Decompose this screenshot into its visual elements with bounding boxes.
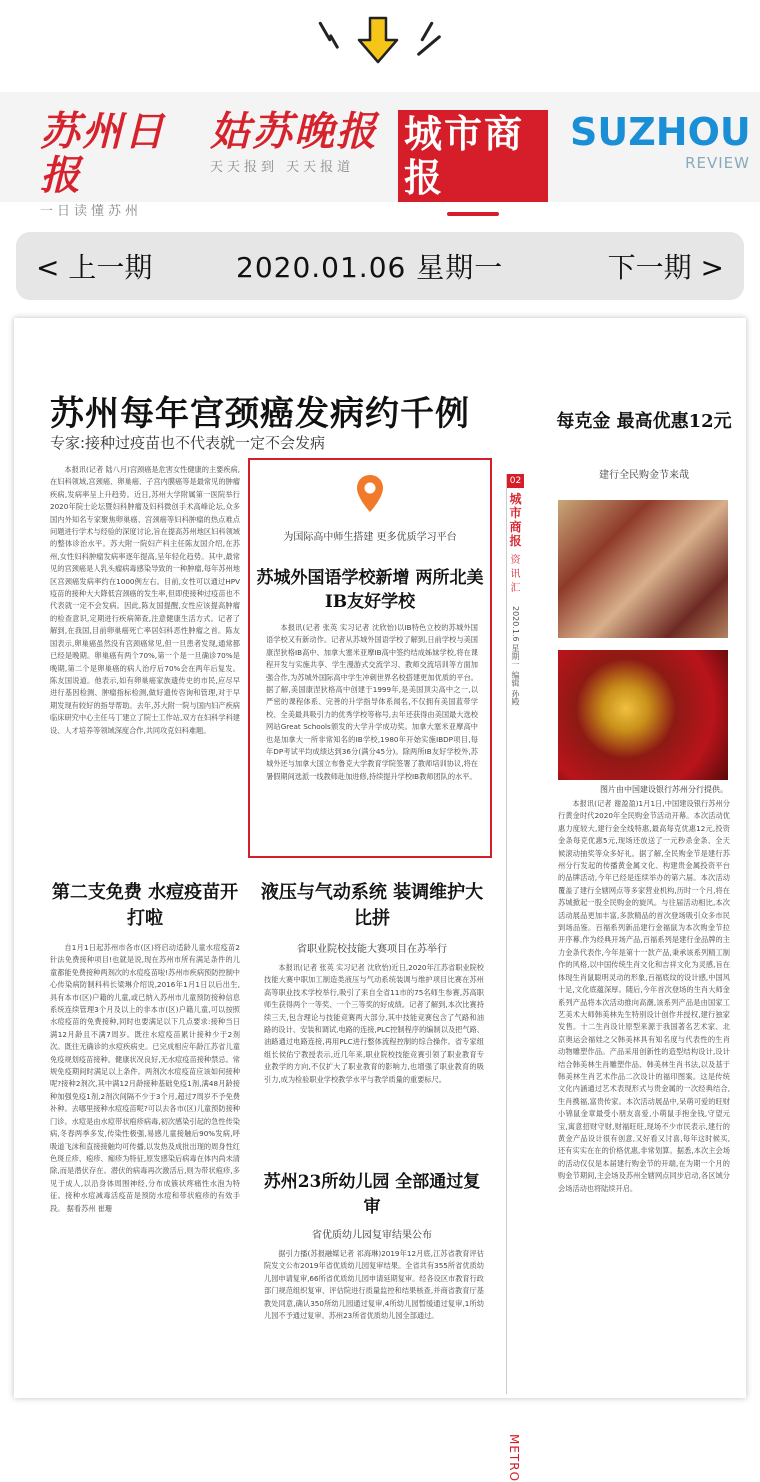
strip-date: 2020.1.6 星期一 编辑 孙殿 — [511, 606, 520, 706]
article-text: 本报讯(记者 谢盈盈)1月1日,中国建设银行苏州分行黄金时代2020年全民购金节活动开幕。本次活动优惠力度较大,建行金全线特惠,最高每克优惠12元,投资金条每克优惠5元,现场还放送了一元秒杀金条、全天候滚动抽奖等众多好礼。据了解,全民购金节是建行苏州分行发起的传播黄金属文化、构建贵金属投资平台的品牌活动,今年已经是连续举办的第六届。本次活动覆盖了建行全辖网点等多家营业机构,历时一个月,将在苏城掀起一股全民购金的旋风。与往届活动相比,本次活动展品更加丰富,多款精品的首次登场吸引众多市民到场品鉴。百福系列新品建行金福鼠为本次购金节拉开序幕,作为经典开场产品,百福系列是建行金品牌的主力金条代表作,今年是第十一款产品,秉承该系列精工制作的风格,以中国传统生肖文化和吉祥文化为灵感,旨在体现生肖鼠聪明灵动的形象,百福底纹的设计感,中国风十足,文化底蕴深厚。随后,今年首次登场的生肖大师金系列产品将本次活动推向高潮,该系列产品是由国家工艺美术大师韩美林先生特别设计创作并授权,建行独家发售。十二生肖设计原型来源于我国著名艺术家、北京奥运会福娃之父韩美林具有知名度与代表性的生肖动物雕塑作品。产品采用创新性的造型结构设计,设计结合韩美林生肖雕塑作品、韩美林生肖书法,以及基于韩美林生肖艺术作品二次设计的福印图案。这是传统文化内涵通过艺术表现形式与贵金属的一次经典结合,生肖携福,富贵传家。本次活动展品中,呆萌可爱的旺财小锦鼠金章最受小朋友喜爱,小萌鼠手抱金钱,守望元宝,寓意招财守财,财福旺旺,现场不少市民表示,建行的黄金产品设计很有创意,又好看又讨喜,每年这时候买,还有实实在在的价格优惠,非常划算。据悉,本次主会场的活动仅仅是本届建行购金节的开端,在为期一个月的购金节期间,主会场及苏州全辖网点同步启动,各区域分会场活动也将陆续开启。 — [558, 799, 730, 1193]
paper-tagline: 天天报到 天天报道 — [210, 160, 355, 175]
article-text: 自1月1日起苏州市各市(区)将启动适龄儿童水痘疫苗2针法免费接种项目!也就是说,现在苏州市所有满足条件的儿童都能免费接种两剂次的水痘疫苗啦!苏州市疾病预防控制中心传染病防制科科长梁琳介绍说,2016年1月1日以后出生,具有本市(区)户籍的儿童,或已纳入苏州市儿童预防接种信息系统连续管理3个月及以上的非本市(区)户籍儿童,可以按照水痘疫苗的免费接种,同时也要满足以下几点要求:接种当日满12月龄且不满7周岁。既往水痘疫苗累计接种少于2剂次。既往无确诊的水痘疾病史。已完成相应年龄江苏省儿童免疫规划疫苗接种。健康状况良好,无水痘疫苗接种禁忌。常规免疫期间时满足以上条件。两剂次水痘疫苗应该如何接种呢?接种2剂次,其中满12月龄接种基础免疫1剂,满48月龄接种加强免疫1剂,2剂次间隔不少于3个月,超过7周岁不予免费补种。去哪里接种水痘疫苗呢?可以去各市(区)儿童预防接种门诊。水痘是由水痘带状疱疹病毒,初次感染引起的急性传染病,冬春两季多发,传染性极强,易感儿童接触后90%发病,呼吸道飞沫和直接接触均可传播,以发热及成批出现的周身性红色斑丘疹、疱疹、痂疹为特征,原发感染后病毒在体内尚未清除,而是潜伏存在。潜伏的病毒再次激活后,则为带状疱疹,多见于成人,以沿身体周围神经,分布成簇状疼痛性水泡为特征。接种水痘减毒活疫苗是预防水痘和带状疱疹的有效手段。 据看苏州 崔珊 — [50, 943, 240, 1213]
paper-selector — [0, 92, 760, 219]
article-text: 据引力播(苏报融媒记者 祁海琳)2019年12月底,江苏省教育评估院发文公布2019年省优质幼儿园复审结果。全省共有355所省优质幼儿园申请复审,66所省优质幼儿园申请延期复审。经各设区市教育行政部门规范组织复审、评估院进行质量监控和结果核查,并商省教育厅基教处同意,确认350所幼儿园通过复审,4所幼儿园暂缓通过复审,1所幼儿园不予通过复审。苏州23所省优质幼儿园全部通过。 — [264, 1249, 484, 1321]
article-text: 本报讯(记者 张英 实习记者 沈欣怡)近日,2020年江苏省职业院校技能大赛中职加工制造类液压与气动系统装调与维护项目比赛在苏州高等职业技术学校举行,吸引了来自全省11市的75名师生参赛,苏高职师生获得两个一等奖、一个三等奖的好成绩。记者了解到,本次比赛持续三天,包含理论与技能竞赛两大部分,其中技能竞赛包含了气路和油路的设计、安装和调试,电路的连接,PLC控制程序的编制以及把气路、油路通过电路连接,再用PLC进行整体流程控制的综合操作。省专家组组长侯佑宁教授表示,近几年来,职业院校技能竞赛引领了职业教育专业教学的方向,不仅扩大了职业教育的影响力,也增强了职业教育的吸引力,成为检验职业学校教学水平与教学质量的重要标尺。 — [264, 963, 484, 1084]
location-pin-icon — [355, 474, 385, 514]
active-tab-indicator — [447, 212, 499, 216]
paper-logo: SUZHOU — [570, 110, 751, 154]
paper-tagline: 一日读懂苏州 — [40, 204, 143, 219]
article-body — [558, 798, 730, 1394]
article-title: 第二支免费 水痘疫苗开打啦 — [51, 882, 239, 929]
paper-logo: 苏州日报 — [40, 108, 166, 199]
page-subhead: 专家:接种过疫苗也不代表就一定不会发病 — [50, 434, 326, 452]
article-text: 本报讯(记者 张英 实习记者 沈欣怡)以IB特色立校的苏城外国语学校又有新动作。记者从苏城外国语学校了解到,日前学校与美国康涅狄格IB高中、加拿大塞米亚摩IB高中签约结成姊妹学校,将在课程开发与实施共享、学生漫游式交流学习、教师交流培训等方面加强合作,为苏城外国际高中学生冲刺世界名校搭建更加优质的平台。据了解,美国康涅狄格高中创建于1999年,是美国顶尖高中之一,以严密的课程体系、完善的升学指导体系闻名,不仅拥有美国蓝带学校、全美最具吸引力的优秀学校等称号,去年还获得由美国最大选校网站Great Schools颁发的大学升学成功奖。加拿大塞米亚摩高中也是加拿大一所非常知名的IB学校,1980年开始实施IBDP项目,每年DP考试平均成绩达到36分(满分45分)。除两所IB友好学校外,苏城外还与加拿大国立布鲁克大学教育学院签署了教师培训协议,将在暑假期间选派一线教师赴加进修,持续提升学校IB教师团队的水平。 — [266, 623, 478, 781]
page-number: 02 — [507, 474, 524, 488]
article-title: 每克金 最高优惠12元 — [556, 411, 732, 432]
issue-date: 2020.01.06 星期一 — [236, 251, 504, 284]
article-body — [50, 464, 240, 826]
down-arrow-icon — [355, 16, 401, 66]
issue-navigation — [16, 232, 744, 300]
article-body — [264, 1248, 484, 1360]
article-title: 苏州23所幼儿园 全部通过复审 — [263, 1172, 481, 1217]
strip-paper-name: 城市商报 — [509, 492, 522, 548]
paper-logo: 姑苏晚报 — [210, 108, 378, 155]
article-title: 液压与气动系统 装调维护大比拼 — [260, 882, 484, 929]
section-strip — [506, 474, 524, 1482]
paper-tab-suzhou-daily[interactable] — [40, 108, 190, 219]
previous-issue-button[interactable]: < 上一期 — [36, 251, 153, 284]
page-headline: 苏州每年宫颈癌发病约千例 — [50, 394, 470, 434]
newspaper-page[interactable] — [14, 318, 746, 1482]
photo-caption: 图片由中国建设银行苏州分行提供。 — [600, 785, 728, 794]
strip-section: 资讯汇 — [510, 555, 521, 594]
gold-products-photo — [558, 650, 728, 780]
paper-tab-gusu-evening[interactable] — [210, 110, 380, 190]
article-subtitle: 省优质幼儿园复审结果公布 — [312, 1230, 432, 1241]
article-subtitle: 省职业院校技能大赛项目在苏举行 — [297, 944, 447, 955]
article-subtitle: 建行全民购金节来哉 — [599, 470, 689, 481]
featured-title: 苏城外国语学校新增 两所北美IB友好学校 — [256, 568, 484, 612]
paper-tagline: REVIEW — [685, 154, 750, 172]
paper-tab-suzhou-review[interactable] — [570, 110, 750, 190]
strip-metro: METRO — [507, 1434, 521, 1482]
article-body — [266, 622, 478, 848]
scroll-hint — [0, 14, 760, 74]
next-issue-button[interactable]: 下一期 > — [607, 251, 724, 284]
featured-kicker: 为国际高中师生搭建 更多优质学习平台 — [283, 532, 457, 543]
article-body — [50, 942, 240, 1362]
article-text: 本报讯(记者 陆八月)宫颈癌是危害女性健康的主要疾病,在妇科领域,宫颈癌、卵巢癌、子宫内膜癌等是最常见的肿瘤疾病,发病率呈上升趋势。近日,苏州大学附属第一医院举行2020年院士论坛暨妇科肿瘤及妇科微创手术高峰论坛,众多国内外知名专家聚焦卵巢癌、宫颈癌等妇科肿瘤的热点难点问题进行学术与经验的深度讨论,旨在提高苏州地区妇科领域的整体诊治水平。苏大附一院妇产科主任陈友国介绍,在苏州,女性妇科肿瘤发病率逐年提高,呈年轻化趋势。其中,最常见的宫颈癌是人乳头瘤病毒感染导致的一种肿瘤,每年苏州地区宫颈癌发病率约在1000例左右。目前,女性可以通过HPV疫苗的接种大大降低宫颈癌的发生率,但即使接种过疫苗也不代表就一定不会发病。因此,陈友国提醒,女性应该提高肿瘤的检查意识,定期进行疾病筛查,注意健康生活方式。记者了解到,在我国,目前卵巢癌死亡率居妇科恶性肿瘤之首。陈友国表示,卵巢癌虽然没有宫颈癌常见,但一旦患者发现,通常都已经是晚期。卵巢癌有两个70%,第一个是一旦确诊70%是晚期,第二个是卵巢癌的病人治疗后70%会在两年后复发。陈友国说道。他表示,如有卵巢癌家族遗传史的市民,应尽早进行基因检测、肿瘤指标检测,做好遗传咨询和管理,对于早期发现有较好的指导帮助。去年,苏大附一院与国内妇产疾病临床研究中心主任马丁建立了院士工作站,双方在妇科学科建设、人才培养等领域深度合作,共同攻克妇科难题。 — [50, 465, 240, 735]
featured-article[interactable] — [248, 458, 492, 858]
gold-festival-photo — [558, 500, 728, 638]
article-body — [264, 962, 484, 1146]
paper-logo: 城市商报 — [398, 110, 548, 202]
paper-tab-city-business[interactable] — [398, 110, 548, 200]
